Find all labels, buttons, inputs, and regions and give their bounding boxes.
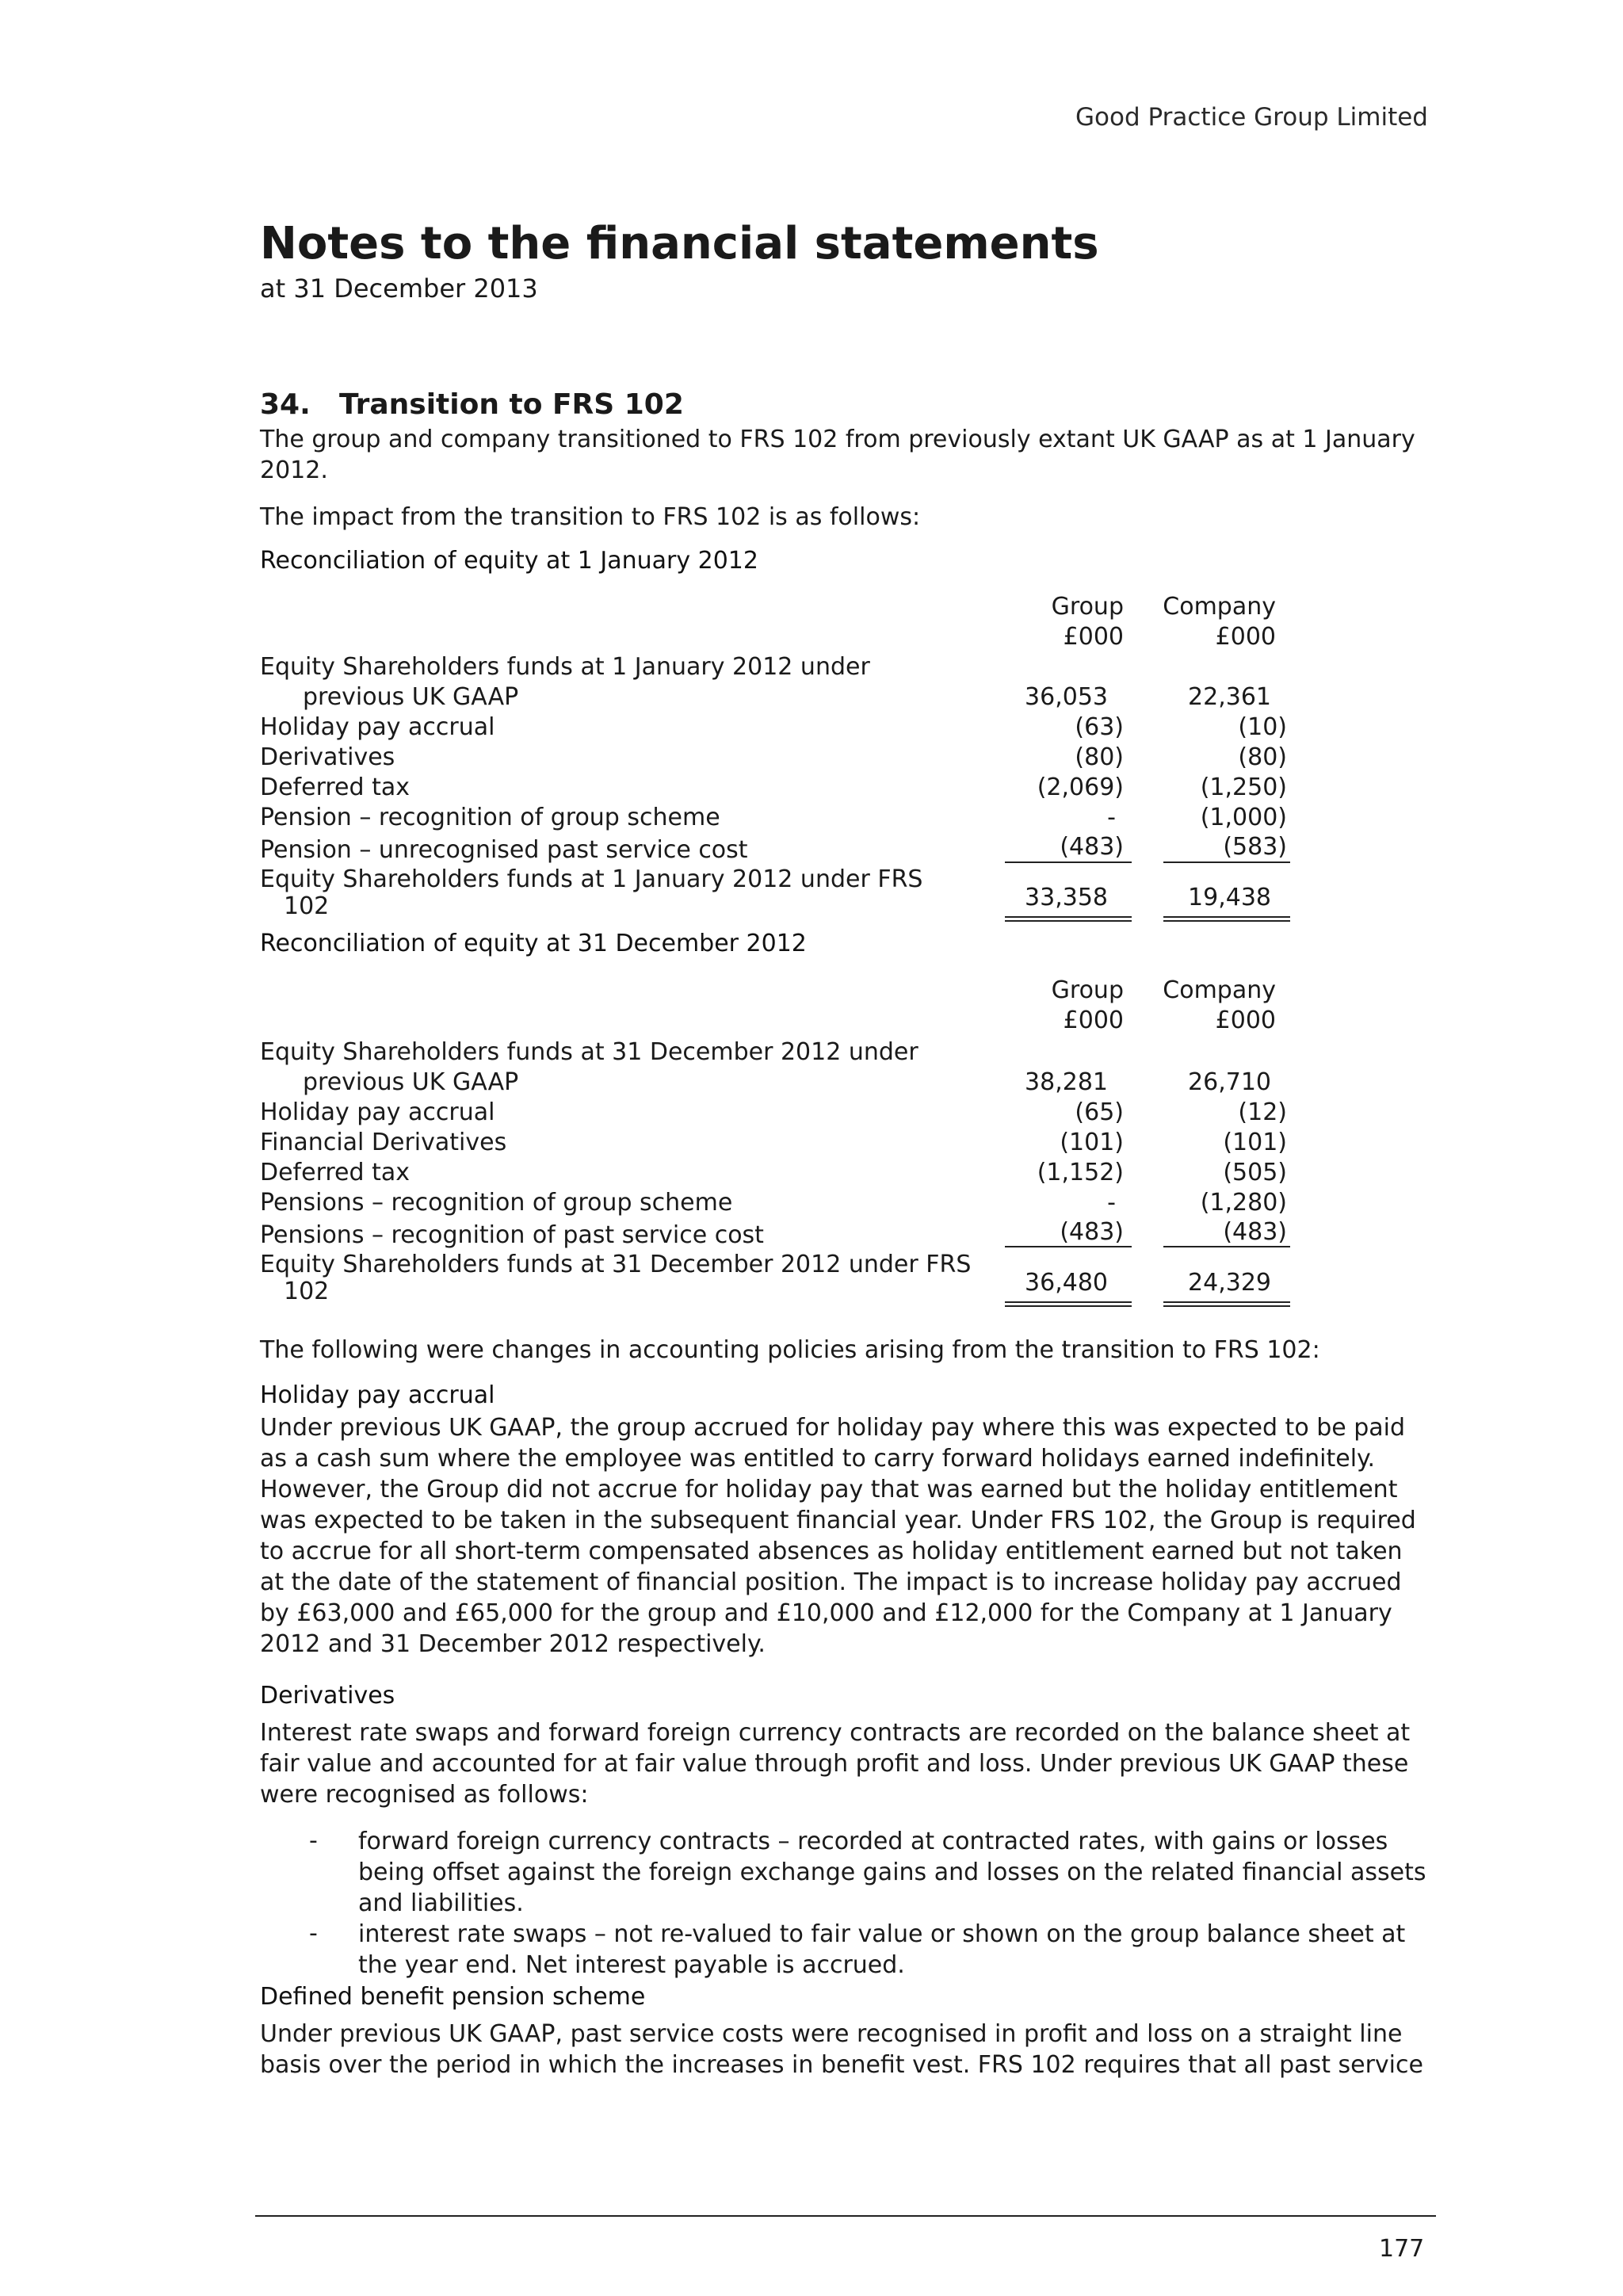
- total-rule-group: [1005, 916, 1132, 918]
- table-row: [260, 743, 1290, 774]
- table-row: [260, 833, 1290, 866]
- total-rule-group-2: [1005, 920, 1132, 922]
- total-rule-company: [1163, 1301, 1290, 1303]
- company-value: (101): [1223, 1129, 1287, 1156]
- rec1-unit-company: £000: [1215, 623, 1276, 651]
- row-label: Pension – unrecognised past service cost: [260, 836, 748, 864]
- group-value: (2,069): [1037, 774, 1124, 801]
- company-value: (10): [1238, 713, 1287, 741]
- company-name: Good Practice Group Limited: [1075, 103, 1428, 132]
- company-value: 22,361: [1188, 683, 1271, 711]
- footer-rule: [255, 2215, 1436, 2217]
- table-row: [260, 713, 1290, 743]
- table-row: [260, 1098, 1290, 1129]
- bullet-text: forward foreign currency contracts – recorded at contracted rates, with gains or losses being offset against the foreign exchange gains and losses on the related financial assets and liabilities.: [358, 1828, 1426, 1917]
- total-rule-company-2: [1163, 920, 1290, 922]
- rec1-heading: Reconciliation of equity at 1 January 2012: [260, 547, 758, 575]
- pension-text: Under previous UK GAAP, past service costs were recognised in profit and loss on a straight line basis over the period in which the increases in benefit vest. FRS 102 requires that all past service: [260, 2020, 1423, 2079]
- company-value: (1,250): [1200, 774, 1287, 801]
- row-label-cont: 102: [284, 892, 330, 920]
- subtotal-rule-group: [1005, 861, 1132, 863]
- rec2-unit-group: £000: [1063, 1007, 1124, 1034]
- table-row: [260, 1038, 1290, 1098]
- rec1-col-company: Company: [1163, 593, 1276, 621]
- row-label: Equity Shareholders funds at 31 December 2012 under: [260, 1038, 918, 1066]
- row-label: Pension – recognition of group scheme: [260, 804, 720, 831]
- section-number: 34.: [260, 388, 311, 421]
- table-row: [260, 1218, 1290, 1251]
- pension-heading: Defined benefit pension scheme: [260, 1983, 646, 2011]
- row-label: Pensions – recognition of group scheme: [260, 1189, 733, 1217]
- total-rule-group: [1005, 1301, 1132, 1303]
- row-label: Holiday pay accrual: [260, 713, 495, 741]
- rec2-col-company: Company: [1163, 976, 1276, 1004]
- group-value: (80): [1075, 743, 1124, 771]
- row-label: Deferred tax: [260, 1159, 410, 1186]
- group-value: (63): [1075, 713, 1124, 741]
- rec1-unit-group: £000: [1063, 623, 1124, 651]
- row-label: Equity Shareholders funds at 31 December 2012 under FRS: [260, 1251, 972, 1278]
- group-value: -: [1107, 804, 1116, 831]
- company-value: 24,329: [1188, 1269, 1271, 1297]
- section-intro: The group and company transitioned to FRS 102 from previously extant UK GAAP as at 1 January 2012.: [260, 426, 1415, 484]
- group-value: (101): [1060, 1129, 1124, 1156]
- bullet-text: interest rate swaps – not re-valued to fair value or shown on the group balance sheet at the year end. Net interest payable is accrued.: [358, 1920, 1406, 1979]
- table-row: [260, 653, 1290, 713]
- company-value: 26,710: [1188, 1068, 1271, 1096]
- company-value: (12): [1238, 1098, 1287, 1126]
- group-value: -: [1107, 1189, 1116, 1217]
- row-label: Holiday pay accrual: [260, 1098, 495, 1126]
- page-number: 177: [1379, 2235, 1425, 2263]
- row-label: Financial Derivatives: [260, 1129, 507, 1156]
- company-value: (505): [1223, 1159, 1287, 1186]
- company-value: (80): [1238, 743, 1287, 771]
- row-label: Equity Shareholders funds at 1 January 2012 under: [260, 653, 870, 681]
- section-intro-impact: The impact from the transition to FRS 102 is as follows:: [260, 503, 921, 531]
- holiday-heading: Holiday pay accrual: [260, 1381, 495, 1409]
- page-title: Notes to the financial statements: [260, 218, 1099, 269]
- section-title: Transition to FRS 102: [339, 388, 684, 421]
- derivatives-text: Interest rate swaps and forward foreign currency contracts are recorded on the balance sheet at fair value and accounted for at fair value through profit and loss. Under previous UK GAAP these were recognised as follows:: [260, 1719, 1411, 1809]
- row-label: Equity Shareholders funds at 1 January 2012 under FRS: [260, 865, 923, 893]
- group-value: (483): [1060, 833, 1124, 861]
- page-subtitle: at 31 December 2013: [260, 273, 538, 304]
- row-label-cont: previous UK GAAP: [303, 683, 519, 711]
- row-label: Deferred tax: [260, 774, 410, 801]
- subtotal-rule-group: [1005, 1246, 1132, 1247]
- rec2-col-group: Group: [1051, 976, 1124, 1004]
- group-value: 36,053: [1025, 683, 1108, 711]
- row-label-cont: previous UK GAAP: [303, 1068, 519, 1096]
- bullet-mark: -: [309, 1920, 318, 1947]
- group-value: (483): [1060, 1218, 1124, 1246]
- group-value: 38,281: [1025, 1068, 1108, 1096]
- rec2-unit-company: £000: [1215, 1007, 1276, 1034]
- table-row: [260, 1129, 1290, 1159]
- table-row: [260, 804, 1290, 834]
- rec1-col-group: Group: [1051, 593, 1124, 621]
- rec2-heading: Reconciliation of equity at 31 December 2012: [260, 930, 807, 957]
- total-rule-group-2: [1005, 1305, 1132, 1307]
- company-value: (1,000): [1200, 804, 1287, 831]
- row-label: Derivatives: [260, 743, 395, 771]
- company-value: 19,438: [1188, 884, 1271, 911]
- holiday-text: Under previous UK GAAP, the group accrued for holiday pay where this was expected to be paid as a cash sum where the employee was entitled to carry forward holidays earned indefinitely. However, the Group did not accrue for holiday pay that was earned but the holiday entitlement was expected to be taken in the subsequent financial year. Under FRS 102, the Group is required to accrue for all short-term compensated absences as holiday entitlement earned but not taken at the date of the statement of financial position. The impact is to increase holiday pay accrued by £63,000 and £65,000 for the group and £10,000 and £12,000 for the Company at 1 January 2012 and 31 December 2012 respectively.: [260, 1414, 1416, 1658]
- group-value: (65): [1075, 1098, 1124, 1126]
- table-row: [260, 1189, 1290, 1219]
- subtotal-rule-company: [1163, 1246, 1290, 1247]
- table-row: [260, 866, 1290, 926]
- total-rule-company: [1163, 916, 1290, 918]
- table-row: [260, 1159, 1290, 1189]
- company-value: (1,280): [1200, 1189, 1287, 1217]
- subtotal-rule-company: [1163, 861, 1290, 863]
- row-label-cont: 102: [284, 1278, 330, 1305]
- row-label: Pensions – recognition of past service cost: [260, 1221, 764, 1249]
- group-value: 36,480: [1025, 1269, 1108, 1297]
- company-value: (583): [1223, 833, 1287, 861]
- table-row: [260, 774, 1290, 804]
- derivatives-heading: Derivatives: [260, 1682, 395, 1710]
- company-value: (483): [1223, 1218, 1287, 1246]
- group-value: (1,152): [1037, 1159, 1124, 1186]
- bullet-mark: -: [309, 1827, 318, 1855]
- changes-intro: The following were changes in accounting policies arising from the transition to FRS 102:: [260, 1336, 1320, 1364]
- group-value: 33,358: [1025, 884, 1108, 911]
- section-heading: [260, 388, 684, 421]
- table-row: [260, 1251, 1290, 1312]
- total-rule-company-2: [1163, 1305, 1290, 1307]
